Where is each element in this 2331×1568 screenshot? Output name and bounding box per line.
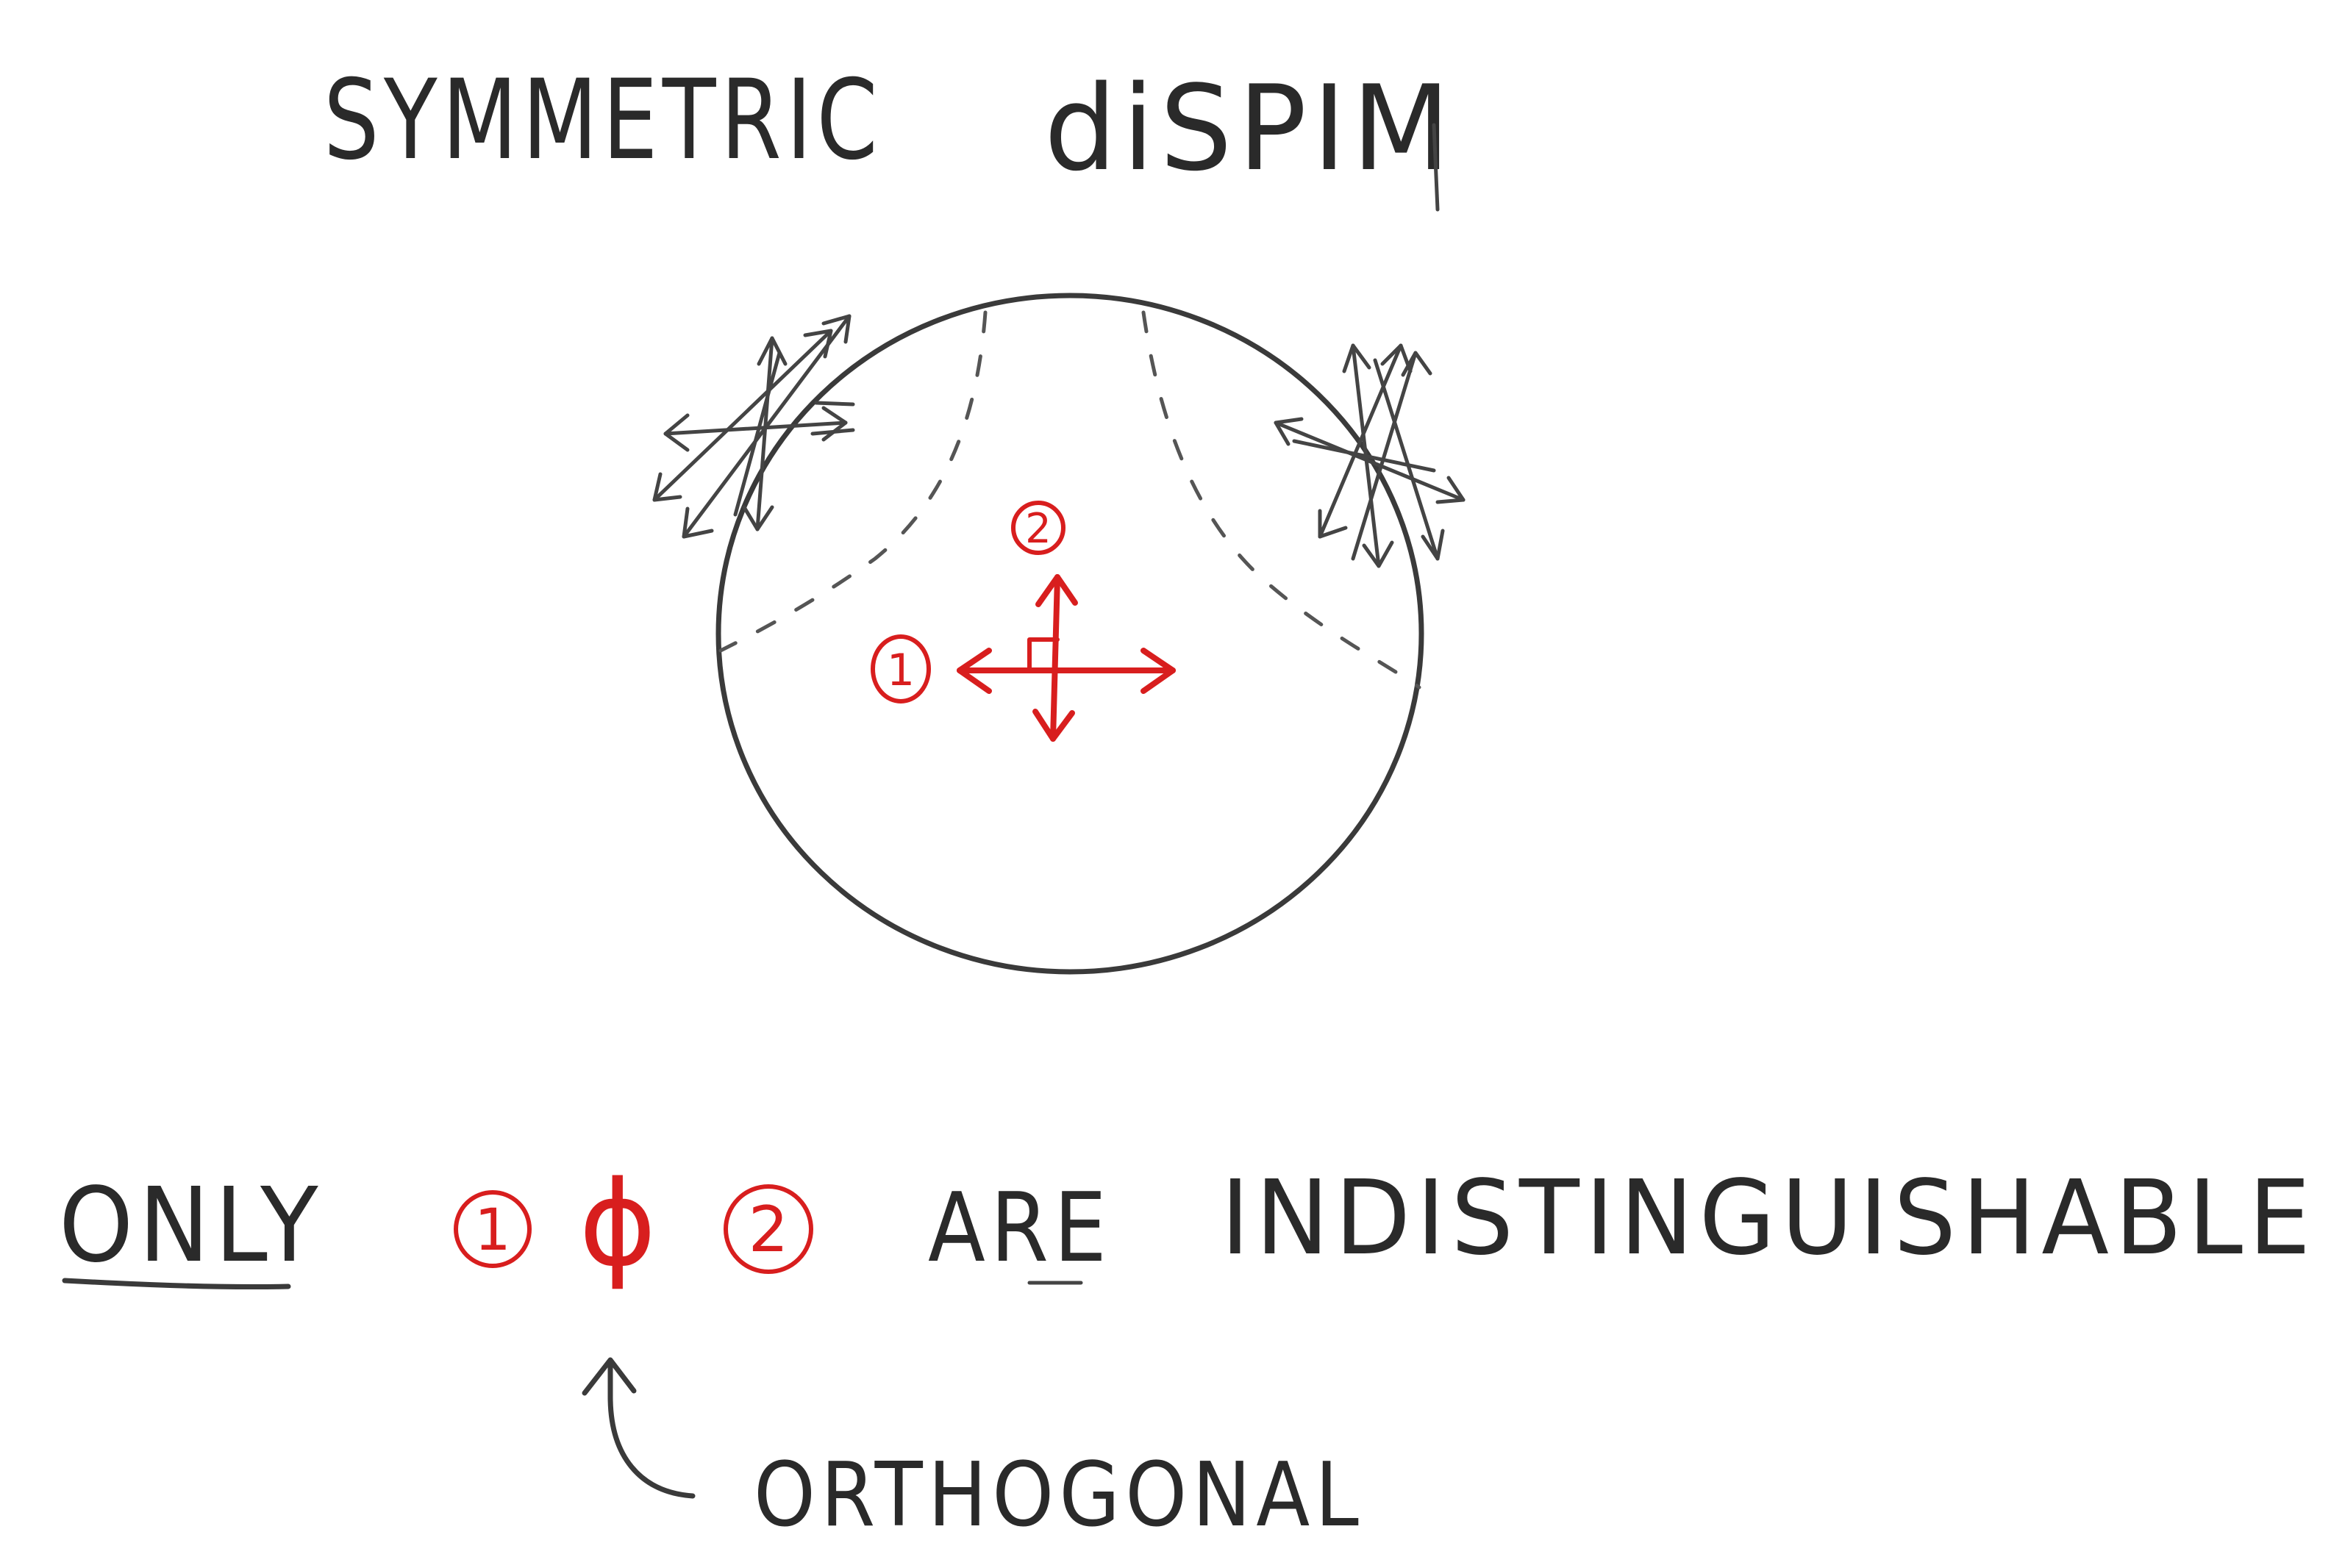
statement-only: ONLY [59, 1166, 324, 1286]
statement-marker-2-label: 2 [748, 1193, 789, 1267]
statement-indistinguishable: INDISTINGUISHABLE [1221, 1159, 2316, 1278]
sample-circle [718, 296, 1421, 972]
title-dispim: diSPIM [1044, 60, 1456, 197]
statement-are: ARE [928, 1172, 1112, 1284]
statement-marker-1-label: 1 [474, 1198, 511, 1264]
statement-phi: ϕ [579, 1155, 657, 1292]
marker-2-label: 2 [1025, 505, 1052, 553]
annotation-orthogonal: ORTHOGONAL [754, 1445, 1364, 1547]
orthogonal-pointer-arrow [610, 1364, 693, 1496]
left-objective-arrows-icon [654, 316, 853, 537]
marker-1-label: 1 [886, 645, 915, 696]
orthogonal-axes-icon [960, 577, 1173, 739]
title-symmetric: SYMMETRIC [324, 57, 882, 185]
